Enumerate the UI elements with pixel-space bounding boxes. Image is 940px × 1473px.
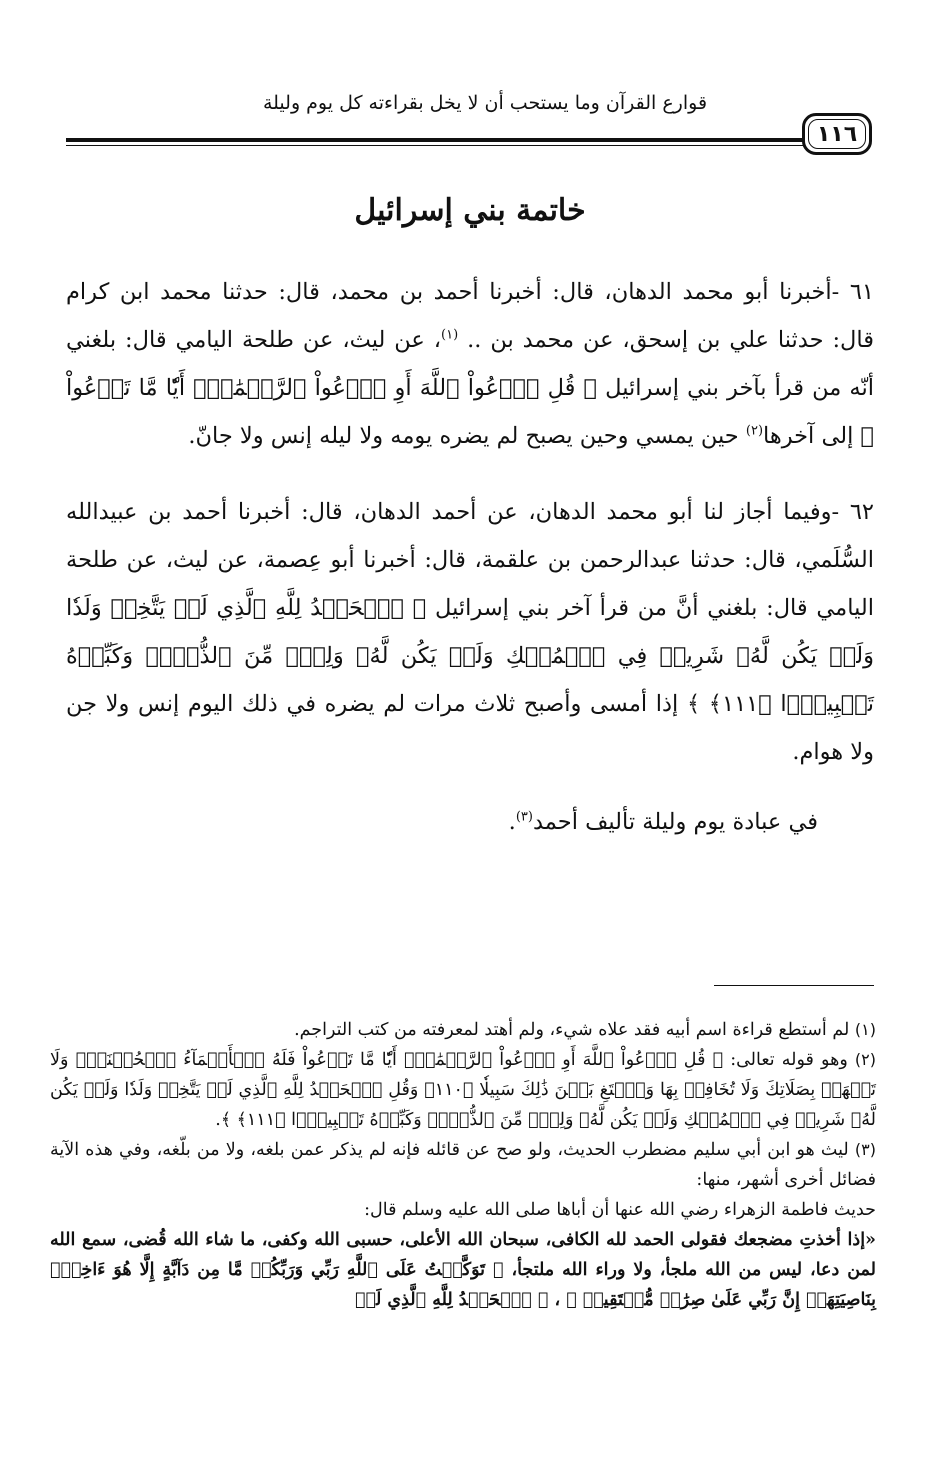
quran-verse: ﴿ قُلِ ٱدۡعُواْ ٱللَّهَ أَوِ ٱدۡعُواْ ٱلرَّحۡمَٰنَۖ أَيّٗا مَّا تَدۡعُواْ ﴾ xyxy=(66,375,874,449)
page-number xyxy=(802,113,872,155)
paragraph-63-text: في عبادة يوم وليلة تأليف أحمد xyxy=(532,809,818,835)
paragraph-63 xyxy=(66,798,874,846)
footnote-1 xyxy=(50,1015,876,1045)
page-number-text: ١١٦ xyxy=(816,121,858,147)
paragraph-62-text-b: إذا أمسى وأصبح ثلاث مرات لم يضره في ذلك اليوم إنس ولا جن ولا هوام. xyxy=(66,691,874,765)
footnote-3-number: (٣) xyxy=(854,1140,876,1159)
chapter-title: خاتمة بني إسرائيل xyxy=(354,193,586,228)
footnote-2 xyxy=(50,1045,876,1135)
footnote-1-text: لم أستطع قراءة اسم أبيه فقد علاه شيء، ولم أهتد لمعرفته من كتب التراجم. xyxy=(294,1020,855,1040)
quran-verse: ﴿ ٱلۡحَمۡدُ لِلَّهِ ٱلَّذِي لَمۡ يَتَّخِذۡ وَلَدٗا وَلَمۡ يَكُن لَّهُۥ شَرِيكٞ فِي ٱلۡمُلۡكِ وَلَمۡ يَكُن لَّهُۥ وَلِيّٞ مِّنَ ٱلذُّلِّۖ وَكَبِّرۡهُ تَكۡبِيرَۢا ﴿١١١﴾ ﴾ xyxy=(66,595,875,717)
paragraph-61-text-b: ، عن ليث، عن طلحة اليامي قال: بلغني أنّه من قرأ بآخر بني إسرائيل xyxy=(66,327,875,401)
paragraph-63-end: . xyxy=(508,809,516,835)
paragraph-61-text-c: إلى آخرها xyxy=(763,423,861,449)
footnote-3-hadith: «إذا أخذتِ مضجعك فقولى الحمد لله الكافى، سبحان الله الأعلى، حسبى الله وكفى، ما شاء الله قُضى، سمع الله لمن دعا، ليس من الله ملجأ، ولا وراء الله ملتجأ، ﴿ تَوَكَّلۡتُ عَلَى ٱللَّهِ رَبِّي وَرَبِّكُمۚ مَّا مِن دَآبَّةٍ إِلَّا هُوَ ءَاخِذُۢ بِنَاصِيَتِهَآۚ إِنَّ رَبِّي عَلَىٰ صِرَٰطٖ مُّسۡتَقِيمٖ ﴾ ، ﴿ ٱلۡحَمۡدُ لِلَّهِ ٱلَّذِي لَمۡ xyxy=(50,1230,876,1310)
footnote-ref-3: (٣) xyxy=(515,809,533,825)
header-rule xyxy=(66,138,806,142)
paragraph-61-text: ٦١ -أخبرنا أبو محمد الدهان، قال: أخبرنا أحمد بن محمد، قال: حدثنا محمد ابن كرام قال: حدثنا علي بن إسحق، عن محمد بن .. xyxy=(66,279,874,353)
footnote-separator xyxy=(714,985,874,986)
footnotes xyxy=(50,1015,876,1315)
paragraph-61-text-d: حين يمسي وحين يصبح لم يضره يومه ولا ليله إنس ولا جانّ. xyxy=(188,423,746,449)
paragraph-62-text: ٦٢ -وفيما أجاز لنا أبو محمد الدهان، عن أحمد الدهان، قال: أخبرنا أحمد بن عبيدالله السُّلَمي، قال: حدثنا عبدالرحمن بن علقمة، قال: أخبرنا أبو عِصمة، عن ليث، عن طلحة اليامي قال: بلغني أنَّ من قرأ آخر بني إسرائيل xyxy=(66,499,874,621)
footnote-3-continuation: حديث فاطمة الزهراء رضي الله عنها أن أباها صلى الله عليه وسلم قال: xyxy=(364,1200,876,1220)
footnote-2-text: وهو قوله تعالى: ﴿ قُلِ ٱدۡعُواْ ٱللَّهَ أَوِ ٱدۡعُواْ ٱلرَّحۡمَٰنَۖ أَيّٗا مَّا تَدۡعُواْ فَلَهُ ٱلۡأَسۡمَآءُ ٱلۡحُسۡنَىٰۚ وَلَا تَجۡهَرۡ بِصَلَاتِكَ وَلَا تُخَافِتۡ بِهَا وَٱبۡتَغِ بَيۡنَ ذَٰلِكَ سَبِيلٗا ﴿١١٠﴾ وَقُلِ ٱلۡحَمۡدُ لِلَّهِ ٱلَّذِي لَمۡ يَتَّخِذۡ وَلَدٗا وَلَمۡ يَكُن لَّهُۥ شَرِيكٞ فِي ٱلۡمُلۡكِ وَلَمۡ يَكُن لَّهُۥ وَلِيّٞ مِّنَ ٱلذُّلِّۖ وَكَبِّرۡهُ تَكۡبِيرَۢا ﴿١١١﴾ ﴾. xyxy=(50,1050,876,1130)
paragraph-62 xyxy=(66,488,874,776)
footnote-3-text: ليث هو ابن أبي سليم مضطرب الحديث، ولو صح عن قائله فإنه لم يذكر عمن بلغه، ولا من بلّغه، وفي هذه الآية فضائل أخرى أشهر، منها: xyxy=(50,1140,876,1190)
footnote-3 xyxy=(50,1135,876,1195)
footnote-ref-2: (٢) xyxy=(745,423,764,439)
main-text xyxy=(66,268,874,846)
footnote-2-number: (٢) xyxy=(854,1050,876,1069)
footnote-1-number: (١) xyxy=(854,1020,876,1039)
paragraph-61 xyxy=(66,268,874,460)
running-header-title: قوارع القرآن وما يستحب أن لا يخل بقراءته كل يوم وليلة xyxy=(262,92,708,114)
footnote-ref-1: (١) xyxy=(441,327,459,343)
